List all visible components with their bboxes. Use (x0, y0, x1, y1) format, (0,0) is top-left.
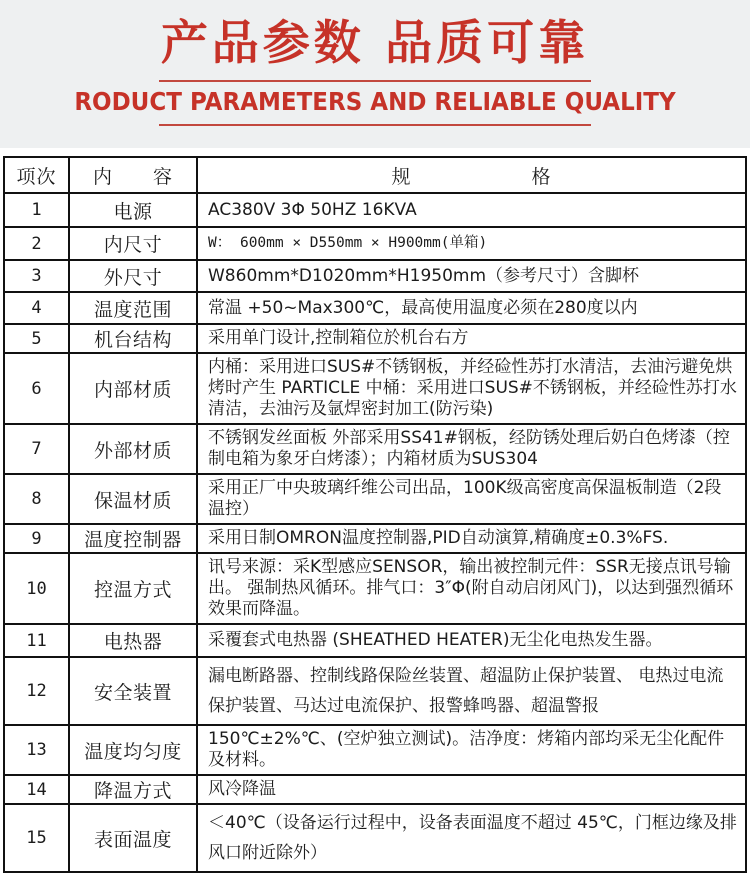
content-name-cell: 机台结构 (69, 324, 197, 353)
page-subtitle: RODUCT PARAMETERS AND RELIABLE QUALITY (74, 87, 676, 117)
table-row (4, 193, 746, 227)
header-banner (0, 0, 750, 148)
item-number-cell: 14 (4, 775, 69, 804)
spec-value-cell: 风冷降温 (197, 775, 746, 804)
content-name-cell: 外尺寸 (69, 260, 197, 292)
item-number-cell: 8 (4, 474, 69, 524)
table-row (4, 775, 746, 804)
item-number-cell: 6 (4, 353, 69, 424)
spec-value-cell: 不锈钢发丝面板 外部采用SS41#钢板，经防锈处理后奶白色烤漆（控制电箱为象牙白烤漆）；内箱材质为SUS304 (197, 424, 746, 474)
column-header-item-no: 项次 (4, 157, 69, 193)
table-row (4, 553, 746, 624)
content-name-cell: 外部材质 (69, 424, 197, 474)
title-divider-top (159, 80, 591, 82)
item-number-cell: 15 (4, 804, 69, 872)
spec-table-container (0, 148, 750, 873)
table-row (4, 227, 746, 260)
title-divider-bottom (159, 124, 591, 126)
spec-value-cell: 采用正厂中央玻璃纤维公司出品，100K级高密度高保温板制造（2段温控） (197, 474, 746, 524)
content-name-cell: 保温材质 (69, 474, 197, 524)
item-number-cell: 13 (4, 725, 69, 775)
table-row (4, 324, 746, 353)
table-row (4, 725, 746, 775)
spec-value-cell: W860mm*D1020mm*H1950mm（参考尺寸）含脚杯 (197, 260, 746, 292)
item-number-cell: 9 (4, 524, 69, 553)
spec-value-cell: ＜40℃（设备运行过程中，设备表面温度不超过 45℃，门框边缘及排风口附近除外） (197, 804, 746, 872)
item-number-cell: 2 (4, 227, 69, 260)
table-row (4, 260, 746, 292)
table-row (4, 424, 746, 474)
content-name-cell: 电源 (69, 193, 197, 227)
spec-value-cell: 漏电断路器、控制线路保险丝装置、超温防止保护装置、 电热过电流保护装置、马达过电流保护、报警蜂鸣器、超温警报 (197, 657, 746, 725)
content-name-cell: 控温方式 (69, 553, 197, 624)
spec-value-cell: 采用日制OMRON温度控制器,PID自动演算,精确度±0.3%FS. (197, 524, 746, 553)
content-name-cell: 温度均匀度 (69, 725, 197, 775)
table-row (4, 353, 746, 424)
item-number-cell: 3 (4, 260, 69, 292)
spec-value-cell: 采覆套式电热器 (SHEATHED HEATER)无尘化电热发生器。 (197, 624, 746, 657)
spec-value-cell: 150℃±2%℃、(空炉独立测试)。洁净度：烤箱内部均采无尘化配件及材料。 (197, 725, 746, 775)
item-number-cell: 11 (4, 624, 69, 657)
product-spec-table (3, 156, 747, 873)
item-number-cell: 10 (4, 553, 69, 624)
table-row (4, 292, 746, 324)
column-header-content: 内 容 (69, 157, 197, 193)
table-row (4, 624, 746, 657)
spec-value-cell: 常温 +50~Max300℃，最高使用温度必须在280度以内 (197, 292, 746, 324)
spec-value-cell: 讯号来源：采K型感应SENSOR，输出被控制元件：SSR无接点讯号输出。 强制热风循环。排气口：3″Φ(附自动启闭风门)，以达到强烈循环效果而降温。 (197, 553, 746, 624)
content-name-cell: 安全装置 (69, 657, 197, 725)
item-number-cell: 5 (4, 324, 69, 353)
content-name-cell: 降温方式 (69, 775, 197, 804)
item-number-cell: 7 (4, 424, 69, 474)
content-name-cell: 电热器 (69, 624, 197, 657)
item-number-cell: 1 (4, 193, 69, 227)
item-number-cell: 12 (4, 657, 69, 725)
page-title: 产品参数 品质可靠 (160, 16, 590, 71)
content-name-cell: 内尺寸 (69, 227, 197, 260)
table-row (4, 657, 746, 725)
spec-value-cell: W： 600mm × D550mm × H900mm(单箱) (197, 227, 746, 260)
spec-value-cell: 内桶：采用进口SUS#不锈钢板，并经硷性苏打水清洁，去油污避免烘烤时产生 PARTICLE 中桶：采用进口SUS#不锈钢板，并经硷性苏打水清洁，去油污及氩焊密封加工(防污染) (197, 353, 746, 424)
spec-value-cell: AC380V 3Φ 50HZ 16KVA (197, 193, 746, 227)
spec-value-cell: 采用单门设计,控制箱位於机台右方 (197, 324, 746, 353)
table-row (4, 804, 746, 872)
content-name-cell: 温度控制器 (69, 524, 197, 553)
content-name-cell: 内部材质 (69, 353, 197, 424)
content-name-cell: 表面温度 (69, 804, 197, 872)
item-number-cell: 4 (4, 292, 69, 324)
table-row (4, 524, 746, 553)
table-row (4, 474, 746, 524)
column-header-spec: 规 格 (197, 157, 746, 193)
table-header-row (4, 157, 746, 193)
content-name-cell: 温度范围 (69, 292, 197, 324)
